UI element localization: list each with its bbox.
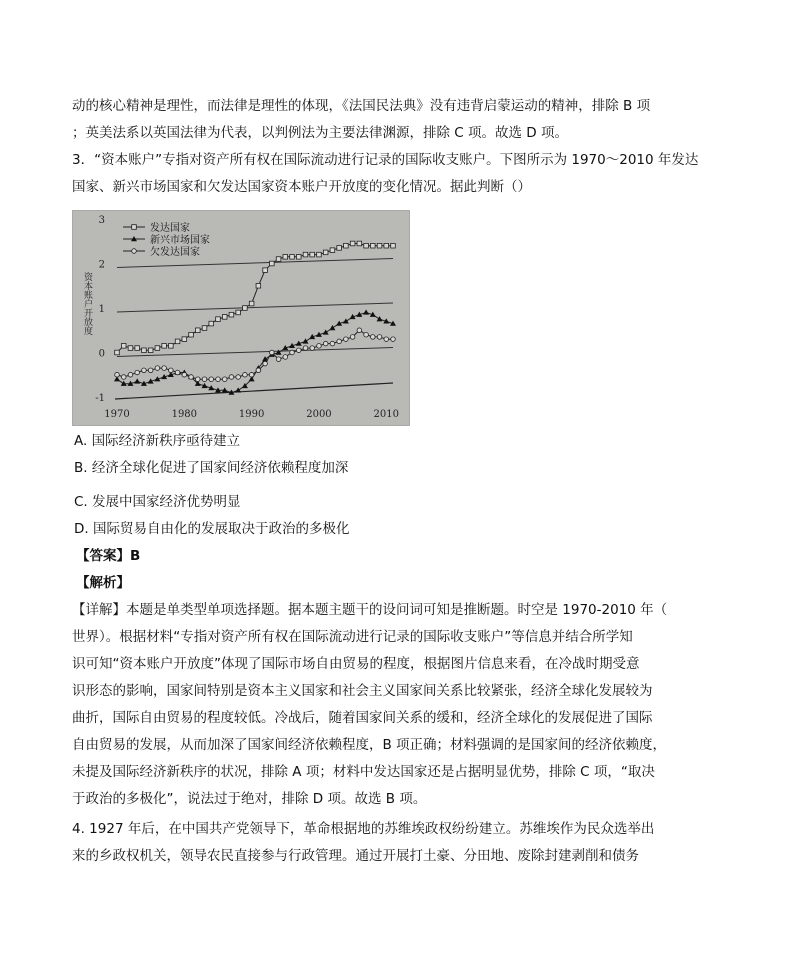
option-a: A. 国际经济新秩序亟待建立	[74, 433, 241, 449]
analysis-label: 【解析】	[76, 575, 130, 591]
data-point	[195, 377, 200, 382]
legend-marker	[132, 249, 137, 254]
data-point	[169, 368, 174, 373]
y-tick-label: 3	[98, 215, 105, 226]
data-point	[350, 241, 355, 246]
data-point	[175, 339, 180, 344]
data-point	[302, 338, 308, 343]
x-tick-label: 1980	[171, 409, 198, 420]
y-tick-label: 2	[98, 259, 105, 271]
data-point	[290, 255, 295, 260]
data-point	[195, 328, 200, 333]
data-point	[229, 312, 234, 317]
data-point	[371, 243, 376, 248]
question-3-stem: 国家、新兴市场国家和欠发达国家资本账户开放度的变化情况。据此判断（）	[72, 179, 531, 195]
data-point	[317, 344, 322, 349]
data-point	[330, 248, 335, 253]
data-point	[155, 346, 160, 351]
x-tick-label: 2010	[373, 409, 399, 420]
data-point	[391, 243, 396, 248]
answer-label: 【答案】B	[76, 548, 141, 564]
data-point	[270, 261, 275, 266]
data-point	[350, 335, 355, 340]
question-4-stem: 4. 1927 年后，在中国共产党领导下，革命根据地的苏维埃政权纷纷建立。苏维埃作为民众选举出	[72, 821, 655, 837]
data-point	[303, 346, 308, 351]
data-point	[162, 366, 167, 371]
data-point	[128, 346, 133, 351]
legend-label: 新兴市场国家	[150, 235, 210, 246]
data-point	[229, 375, 234, 380]
data-point	[343, 318, 349, 323]
data-point	[377, 316, 383, 321]
data-point	[323, 250, 328, 255]
data-point	[276, 350, 282, 355]
data-point	[377, 243, 382, 248]
data-point	[243, 372, 248, 377]
data-point	[276, 357, 281, 362]
x-tick-label: 1970	[104, 409, 130, 420]
detail-line: 自由贸易的发展，从而加深了国家间经济依赖程度，B 项正确；材料强调的是国家间的经济依赖度，	[72, 737, 667, 753]
data-point	[256, 368, 261, 373]
data-point	[249, 372, 254, 377]
data-point	[344, 243, 349, 248]
data-point	[330, 341, 335, 346]
data-point	[384, 243, 389, 248]
data-point	[276, 257, 281, 262]
data-point	[249, 301, 254, 306]
data-point	[134, 378, 140, 383]
data-point	[296, 348, 301, 353]
data-point	[182, 372, 187, 377]
data-point	[263, 268, 268, 273]
data-point	[357, 241, 362, 246]
data-point	[364, 332, 369, 337]
y-tick-label: -1	[95, 393, 105, 404]
data-point	[310, 252, 315, 257]
data-point	[222, 377, 227, 382]
data-point	[162, 344, 167, 349]
data-point	[128, 372, 133, 377]
data-point	[384, 337, 389, 342]
data-point	[364, 243, 369, 248]
data-point	[155, 366, 160, 371]
detail-line: 世界）。根据材料“专指对资产所有权在国际流动进行记录的国际收支账户”等信息并结合所学知	[72, 629, 633, 645]
data-point	[391, 337, 396, 342]
capital-account-chart	[72, 210, 410, 426]
data-point	[329, 325, 335, 330]
x-tick-label: 2000	[306, 409, 332, 420]
data-point	[115, 372, 120, 377]
data-point	[371, 335, 376, 340]
data-point	[236, 375, 241, 380]
detail-line: 【详解】本题是单类型单项选择题。据本题主题干的设问词可知是推断题。时空是 1970-2010 年（	[72, 602, 668, 618]
data-point	[121, 344, 126, 349]
question-3-stem: 3．“资本账户”专指对资产所有权在国际流动进行记录的国际收支账户。下图所示为 1970～2010 年发达	[72, 152, 699, 168]
question-4-stem: 来的乡政权机关，领导农民直接参与行政管理。通过开展打土豪、分田地、废除封建剥削和债务	[72, 848, 639, 864]
reference-line	[117, 259, 393, 268]
data-point	[148, 348, 153, 353]
data-point	[283, 355, 288, 360]
data-point	[290, 350, 295, 355]
option-b: B. 经济全球化促进了国家间经济依赖程度加深	[74, 460, 349, 476]
data-point	[216, 377, 221, 382]
data-point	[121, 375, 126, 380]
data-point	[303, 252, 308, 257]
data-point	[189, 332, 194, 337]
data-point	[377, 335, 382, 340]
option-d: D. 国际贸易自由化的发展取决于政治的多极化	[74, 521, 350, 537]
data-point	[270, 350, 275, 355]
data-point	[148, 368, 153, 373]
text-line: ；英美法系以英国法律为代表，以判例法为主要法律渊源，排除 C 项。故选 D 项。	[72, 125, 568, 141]
chart-svg	[73, 211, 409, 425]
data-point	[344, 337, 349, 342]
data-point	[209, 321, 214, 326]
y-tick-label: 0	[98, 348, 105, 360]
detail-line: 识可知“资本账户开放度”体现了国际市场自由贸易的程度，根据图片信息来看，在冷战时期受意	[72, 656, 640, 672]
data-point	[283, 255, 288, 260]
detail-line: 未提及国际经济新秩序的状况，排除 A 项；材料中发达国家还是占据明显优势，排除 C 项，“取决	[72, 764, 655, 780]
data-point	[363, 309, 369, 314]
data-point	[310, 346, 315, 351]
data-point	[357, 328, 362, 333]
y-tick-label: 1	[98, 304, 105, 315]
detail-line: 识形态的影响，国家间特别是资本主义国家和社会主义国家间关系比较紧张，经济全球化发展较为	[72, 683, 653, 699]
data-point	[202, 326, 207, 331]
data-point	[296, 255, 301, 260]
text-line: 动的核心精神是理性，而法律是理性的体现，《法国民法典》没有违背启蒙运动的精神，排除 B 项	[72, 98, 651, 114]
y-axis-label: 资本账户开放度	[82, 272, 92, 336]
data-point	[222, 315, 227, 320]
data-point	[236, 310, 241, 315]
data-point	[323, 329, 329, 334]
detail-line: 曲折，国际自由贸易的程度较低。冷战后，随着国家间关系的缓和，经济全球化的发展促进了国际	[72, 710, 653, 726]
legend-marker	[132, 225, 137, 230]
option-c: C. 发展中国家经济优势明显	[74, 494, 241, 510]
data-point	[235, 387, 241, 392]
data-point	[209, 377, 214, 382]
data-point	[263, 361, 268, 366]
data-point	[243, 306, 248, 311]
reference-line	[117, 303, 393, 312]
data-point	[216, 317, 221, 322]
data-point	[337, 246, 342, 251]
legend-label: 欠发达国家	[150, 247, 200, 258]
data-point	[135, 370, 140, 375]
data-point	[317, 252, 322, 257]
legend-label: 发达国家	[150, 223, 190, 234]
data-point	[175, 370, 180, 375]
data-point	[337, 339, 342, 344]
data-point	[202, 377, 207, 382]
detail-line: 于政治的多极化”，说法过于绝对，排除 D 项。故选 B 项。	[72, 791, 427, 807]
data-point	[142, 348, 147, 353]
data-point	[115, 350, 120, 355]
data-point	[169, 344, 174, 349]
x-tick-label: 1990	[238, 409, 265, 420]
data-point	[142, 368, 147, 373]
data-point	[323, 341, 328, 346]
x-axis-line	[115, 383, 393, 399]
data-point	[189, 375, 194, 380]
data-point	[182, 337, 187, 342]
data-point	[256, 283, 261, 288]
data-point	[135, 346, 140, 351]
